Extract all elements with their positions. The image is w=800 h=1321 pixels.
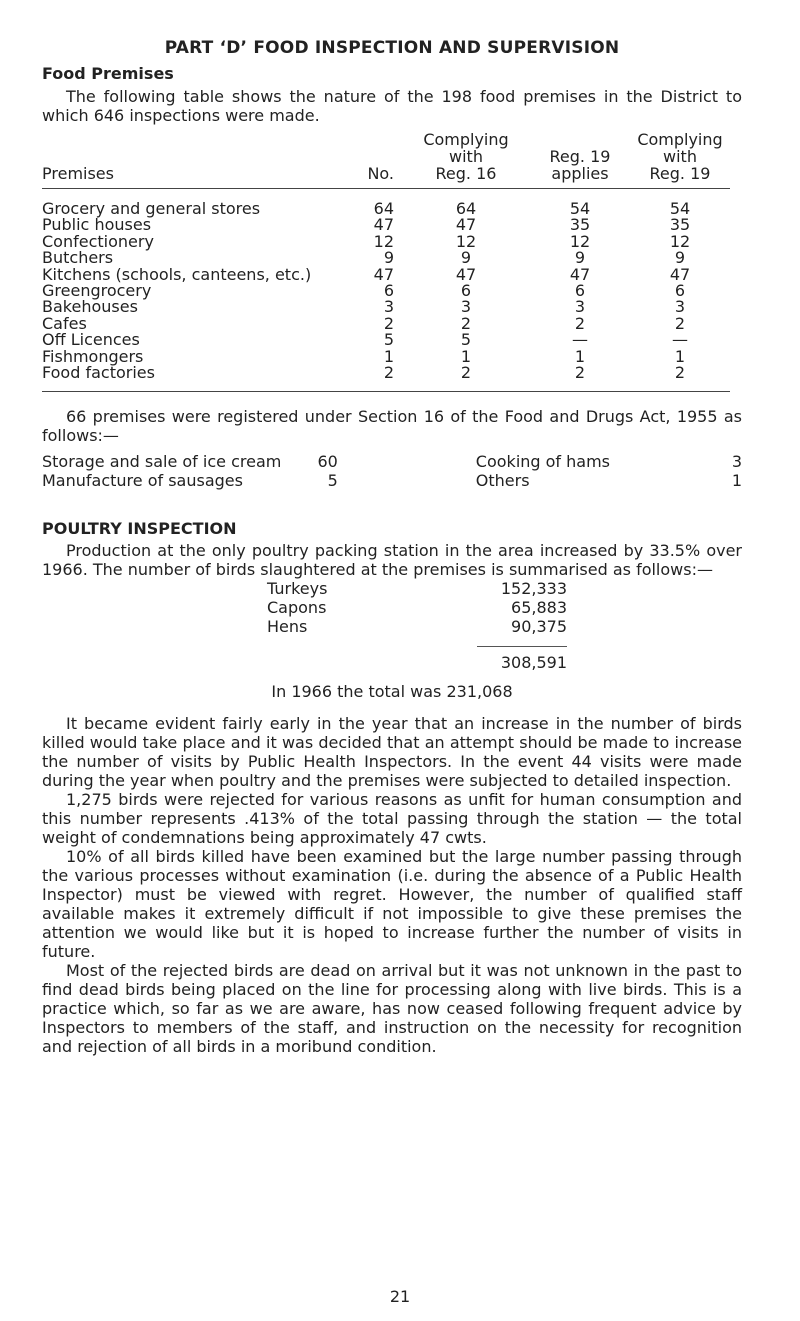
document-page <box>42 38 742 1056</box>
value-cell: 5 <box>383 330 394 350</box>
header-reg19-comply: Complying with Reg. 19 <box>630 131 730 189</box>
value-cell: 64 <box>455 199 477 218</box>
body-paragraph: Most of the rejected birds are dead on arrival but it was not unknown in the past to find dead birds being placed on the line for processing along with live birds. This is a practice which, so far as we are aware, has now ceased following frequent advice by Inspectors to members of the staff, and instruction on the necessity for recognition and rejection of all birds in a moribund condition. <box>42 961 742 1057</box>
value-cell: 54 <box>669 199 691 218</box>
value-cell: 2 <box>674 363 686 383</box>
poultry-row <box>267 579 567 598</box>
value-cell: 9 <box>574 248 586 268</box>
value-cell: 47 <box>569 264 591 284</box>
premises-table-body <box>42 201 730 381</box>
registration-row <box>42 452 742 471</box>
premises-cell: Confectionery <box>42 231 154 251</box>
premises-cell: Grocery and general stores <box>42 199 261 218</box>
value-cell: 2 <box>574 363 586 383</box>
value-cell: 12 <box>669 231 691 251</box>
premises-cell: Greengrocery <box>42 281 152 301</box>
poultry-row <box>267 598 567 617</box>
registration-value: 5 <box>327 471 338 491</box>
value-cell: 2 <box>574 313 586 333</box>
value-cell: 2 <box>674 313 686 333</box>
header-reg19-applies: Reg. 19 applies <box>530 131 630 189</box>
header-reg16: Complying with Reg. 16 <box>402 131 530 189</box>
value-cell: 64 <box>373 199 394 218</box>
value-cell: 3 <box>383 297 394 317</box>
poultry-list <box>267 579 567 672</box>
registration-value: 1 <box>731 471 742 491</box>
header-premises: Premises <box>42 131 342 189</box>
premises-cell: Butchers <box>42 248 114 268</box>
value-cell: 1 <box>574 346 586 366</box>
table-header-row <box>42 131 730 189</box>
poultry-label: Hens <box>267 617 308 637</box>
value-cell: 35 <box>669 215 691 235</box>
part-title: PART ‘D’ FOOD INSPECTION AND SUPERVISION <box>164 38 620 58</box>
value-cell: 3 <box>460 297 472 317</box>
body-paragraph: 1,275 birds were rejected for various reasons as unfit for human consumption and this number represents .413% of the total passing through the station — the total weight of condemnations being approximately 47 cwts. <box>42 790 742 848</box>
intro-paragraph: The following table shows the nature of the 198 food premises in the District to which 646 inspections were made. <box>42 87 742 125</box>
value-cell: 47 <box>669 264 691 284</box>
table-row <box>42 365 730 381</box>
value-cell: 47 <box>455 215 477 235</box>
value-cell: 12 <box>455 231 477 251</box>
value-cell: 6 <box>383 281 394 301</box>
poultry-label: Capons <box>267 598 327 618</box>
section-heading-poultry: POULTRY INSPECTION <box>42 519 237 539</box>
registration-label: Others <box>475 471 530 491</box>
value-cell: — <box>672 330 688 350</box>
value-cell: 35 <box>569 215 591 235</box>
value-cell: 9 <box>674 248 686 268</box>
value-cell: 2 <box>383 363 394 383</box>
poultry-value: 152,333 <box>500 579 567 599</box>
value-cell: 2 <box>460 313 472 333</box>
premises-cell: Off Licences <box>42 330 140 350</box>
poultry-total: 308,591 <box>477 646 567 672</box>
previous-year-total: In 1966 the total was 231,068 <box>271 682 513 702</box>
value-cell: 6 <box>574 281 586 301</box>
premises-cell: Public houses <box>42 215 152 235</box>
value-cell: 1 <box>383 346 394 366</box>
registration-label: Manufacture of sausages <box>42 471 243 491</box>
value-cell: 2 <box>460 363 472 383</box>
poultry-total-row <box>267 646 567 672</box>
body-paragraph: It became evident fairly early in the year that an increase in the number of birds killed would take place and it was decided that an attempt should be made to increase the number of visits by Public Health Inspectors. In the event 44 visits were made during the year when poultry and the premises were subjected to detailed inspection. <box>42 714 742 791</box>
poultry-value: 65,883 <box>511 598 567 618</box>
value-cell: 12 <box>569 231 591 251</box>
premises-cell: Fishmongers <box>42 346 144 366</box>
value-cell: 12 <box>373 231 394 251</box>
value-cell: 47 <box>455 264 477 284</box>
registration-label: Cooking of hams <box>475 452 611 472</box>
value-cell: 9 <box>383 248 394 268</box>
header-no: No. <box>342 131 402 189</box>
poultry-intro-paragraph: Production at the only poultry packing station in the area increased by 33.5% over 1966. The number of birds slaughtered at the premises is summarised as follows:— <box>42 541 742 580</box>
premises-cell: Bakehouses <box>42 297 138 317</box>
registration-label: Storage and sale of ice cream <box>42 452 282 472</box>
value-cell: 47 <box>373 264 394 284</box>
value-cell: 54 <box>569 199 591 218</box>
value-cell: 6 <box>674 281 686 301</box>
value-cell: 1 <box>460 346 472 366</box>
section-heading-food-premises: Food Premises <box>42 64 174 83</box>
poultry-row <box>267 617 567 636</box>
poultry-label: Turkeys <box>267 579 328 599</box>
premises-cell: Kitchens (schools, canteens, etc.) <box>42 264 312 284</box>
value-cell: 3 <box>674 297 686 317</box>
registration-row <box>42 471 742 490</box>
value-cell: 47 <box>373 215 394 235</box>
value-cell: 9 <box>460 248 472 268</box>
registration-list <box>42 452 742 490</box>
value-cell: — <box>572 330 588 350</box>
premises-cell: Cafes <box>42 313 87 333</box>
value-cell: 5 <box>460 330 472 350</box>
page-number: 21 <box>389 1287 411 1306</box>
value-cell: 2 <box>383 313 394 333</box>
value-cell: 6 <box>460 281 472 301</box>
table-bottom-rule <box>42 391 730 392</box>
premises-cell: Food factories <box>42 363 155 383</box>
poultry-value: 90,375 <box>511 617 567 637</box>
registration-paragraph: 66 premises were registered under Section 16 of the Food and Drugs Act, 1955 as follows:— <box>42 407 742 446</box>
value-cell: 3 <box>574 297 586 317</box>
body-paragraph: 10% of all birds killed have been examined but the large number passing through the various processes without examination (i.e. during the absence of a Public Health Inspector) must be viewed with regret. However, the number of qualified staff available makes it extremely difficult if not impossible to give these premises the attention we would like but it is hoped to increase further the number of visits in future. <box>42 847 742 962</box>
premises-table <box>42 131 730 381</box>
registration-value: 3 <box>731 452 742 472</box>
registration-value: 60 <box>317 452 338 472</box>
value-cell: 1 <box>674 346 686 366</box>
